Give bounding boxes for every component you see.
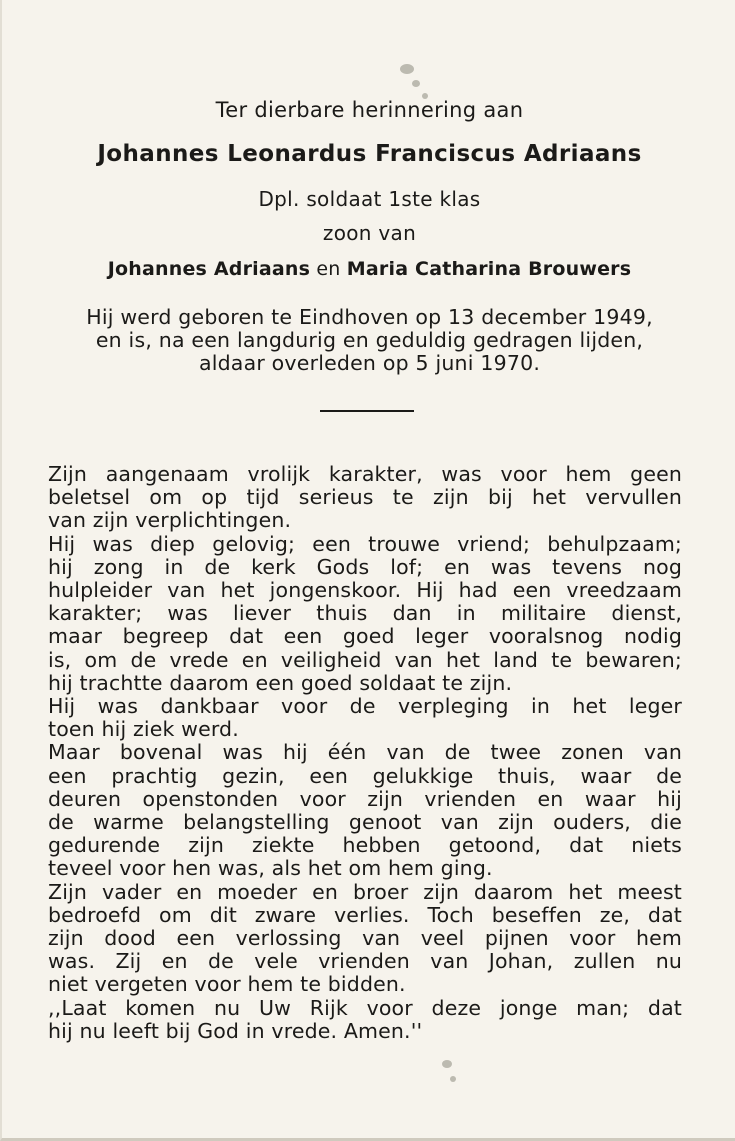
eulogy-line: teveel voor hen was, als het om hem ging. [48,856,493,881]
eulogy-line: een prachtig gezin, een gelukkige thuis, waar de [48,763,682,788]
divider-rule [320,410,414,412]
eulogy-line: van zijn verplichtingen. [48,508,292,533]
eulogy-line: de warme belangstelling genoot van zijn ouders, die [48,810,682,835]
print-speck [412,80,420,87]
eulogy-line: niet vergeten voor hem te bidden. [48,972,406,997]
eulogy-line: gedurende zijn ziekte hebben getoond, dat niets [48,833,682,858]
eulogy-line: toen hij ziek werd. [48,717,239,742]
eulogy-line: hij trachtte daarom een goed soldaat te zijn. [48,670,513,695]
eulogy-line: hij nu leeft bij God in vrede. Amen.'' [48,1018,423,1043]
eulogy-line: Hij was dankbaar voor de verpleging in het leger [48,694,682,719]
eulogy-text [48,463,682,1043]
son-of-text: zoon van [322,221,417,245]
eulogy-line: Zijn vader en moeder en broer zijn daarom het meest [48,879,682,904]
eulogy-line: bedroefd om dit zware verlies. Toch beseffen ze, dat [48,902,682,927]
deceased-name: Johannes Leonardus Franciscus Adriaans [97,141,642,167]
eulogy-line: hij zong in de kerk Gods lof; en was tevens nog [48,554,682,579]
birth-line: Hij werd geboren te Eindhoven op 13 december 1949, [86,305,653,329]
eulogy-line: Maar bovenal was hij één van de twee zonen van [48,740,682,765]
birth-death-paragraph [42,306,697,375]
eulogy-line: deuren openstonden voor zijn vrienden en waar hij [48,786,682,811]
eulogy-line: maar begreep dat een goed leger vooralsnog nodig [48,624,682,649]
father-name: Johannes Adriaans [107,258,311,280]
birth-line: en is, na een langdurig en geduldig gedragen lijden, [95,328,644,352]
parents-line [2,258,735,280]
eulogy-line: hulpleider van het jongenskoor. Hij had een vreedzaam [48,578,682,603]
conjunction-text: en [316,258,341,280]
military-rank: Dpl. soldaat 1ste klas [258,187,481,211]
eulogy-line: ,,Laat komen nu Uw Rijk voor deze jonge man; dat [48,995,682,1020]
intro-text: Ter dierbare herinnering aan [215,98,524,122]
mother-name: Maria Catharina Brouwers [346,258,632,280]
print-speck [400,64,414,74]
eulogy-line: karakter; was liever thuis dan in militaire dienst, [48,601,682,626]
birth-line: aldaar overleden op 5 juni 1970. [198,351,541,375]
eulogy-line: is, om de vrede en veiligheid van het land te bewaren; [48,647,682,672]
print-speck [442,1060,452,1068]
print-speck [450,1076,456,1082]
eulogy-line: Zijn aangenaam vrolijk karakter, was voor hem geen [48,462,682,486]
eulogy-line: beletsel om op tijd serieus te zijn bij het vervullen [48,485,682,510]
eulogy-line: Hij was diep gelovig; een trouwe vriend; behulpzaam; [48,531,682,556]
eulogy-line: was. Zij en de vele vrienden van Johan, zullen nu [48,949,682,974]
eulogy-line: zijn dood een verlossing van veel pijnen voor hem [48,926,682,951]
